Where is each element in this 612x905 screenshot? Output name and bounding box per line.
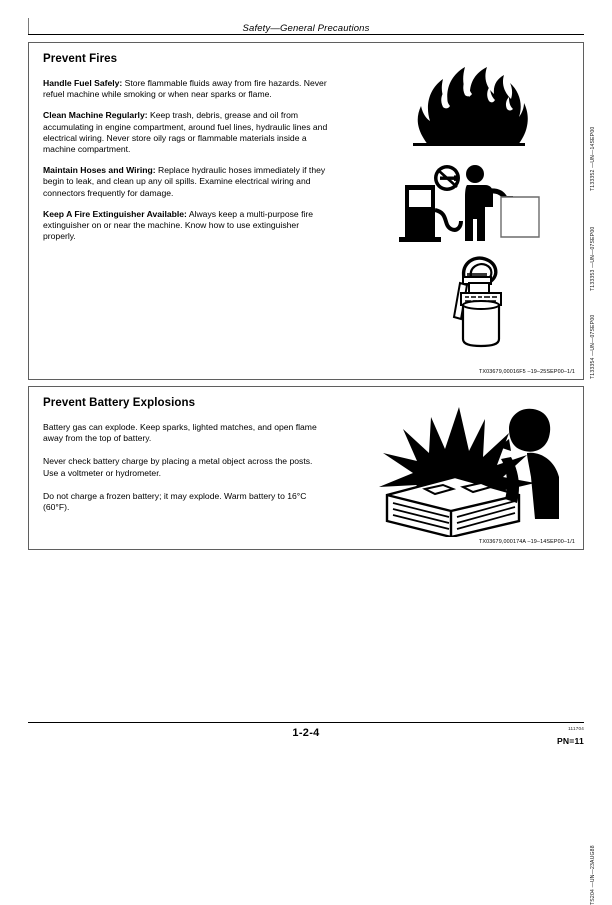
- paragraph-frozen-battery: [43, 491, 328, 513]
- footer-rule: [28, 722, 584, 723]
- paragraph-body: Store flammable fluids away from fire hazards. Never refuel machine while smoking or when near sparks or flame.: [43, 78, 327, 100]
- paragraph-body: Keep trash, debris, grease and oil from accumulating in engine compartment, around fuel lines, hydraulic lines and electrical wiring. Never store oily rags or flammable materials inside a machine compartment.: [43, 110, 328, 155]
- spine-mark-top: [28, 18, 29, 34]
- section-fires-title: Prevent Fires: [43, 53, 118, 65]
- page-number: 1-2-4: [292, 727, 320, 739]
- paragraph-body: Always keep a multi-purpose fire extinguisher on or near the machine. Know how to use extinguisher properly.: [43, 208, 314, 242]
- refueling-no-smoking-illustration: [397, 163, 547, 245]
- paragraph-body: Never check battery charge by placing a metal object across the posts. Use a voltmeter or hydrometer.: [43, 456, 313, 478]
- paragraph-maintain-hoses-and-wiring: [43, 165, 328, 199]
- paragraph-lead: Clean Machine Regularly:: [43, 110, 148, 121]
- fire-extinguisher-icon: [427, 253, 537, 349]
- header-title: Safety—General Precautions: [242, 23, 370, 34]
- paragraph-lead: Handle Fuel Safely:: [43, 78, 123, 88]
- flames-icon: [399, 61, 539, 146]
- figure-caption-refueling: T133353 —UN—07SEP00: [590, 226, 596, 291]
- fire-extinguisher-illustration: [427, 253, 537, 349]
- paragraph-body: Battery gas can explode. Keep sparks, lighted matches, and open flame away from the top of battery.: [43, 422, 317, 444]
- paragraph-keep-a-fire-extinguisher-available: [43, 209, 328, 243]
- battery-explosion-illustration: [359, 399, 559, 537]
- section-battery-text: [43, 397, 328, 513]
- section-prevent-fires: [28, 42, 596, 380]
- figure-caption-battery: TS204 —UN—23AUG88: [590, 845, 596, 905]
- paragraph-clean-machine-regularly: [43, 110, 328, 155]
- footer-pn: PN=11: [556, 736, 584, 746]
- section-battery-doc-code: TX03679,000174A –19–14SEP00–1/1: [478, 539, 575, 545]
- paragraph-lead: Keep A Fire Extinguisher Available:: [43, 208, 187, 219]
- figure-caption-flames: T133352 —UN—14SEP00: [590, 126, 596, 191]
- paragraph-body: Do not charge a frozen battery; it may explode. Warm battery to 16°C (60°F).: [43, 490, 307, 513]
- paragraph-handle-fuel-safely: [43, 78, 328, 100]
- refueling-icon: [397, 163, 547, 245]
- header-rule: [28, 34, 584, 35]
- paragraph-battery-gas: [43, 422, 328, 444]
- section-battery-title: Prevent Battery Explosions: [43, 397, 196, 409]
- section-fires-text: [43, 53, 328, 242]
- paragraph-never-check-charge: [43, 456, 328, 478]
- paragraph-body: Replace hydraulic hoses immediately if they begin to leak, and clean up any oil spills. Examine electrical wiring and connectors frequently for damage.: [43, 165, 326, 198]
- battery-explosion-icon: [359, 399, 559, 537]
- section-fires-doc-code: TX03679,00016F5 –19–25SEP00–1/1: [478, 369, 575, 375]
- paragraph-lead: Maintain Hoses and Wiring:: [43, 165, 156, 176]
- footer-date-code: 111704: [568, 726, 584, 731]
- figure-caption-extinguisher: T133354 —UN—07SEP00: [590, 314, 596, 379]
- flames-illustration: [399, 61, 539, 146]
